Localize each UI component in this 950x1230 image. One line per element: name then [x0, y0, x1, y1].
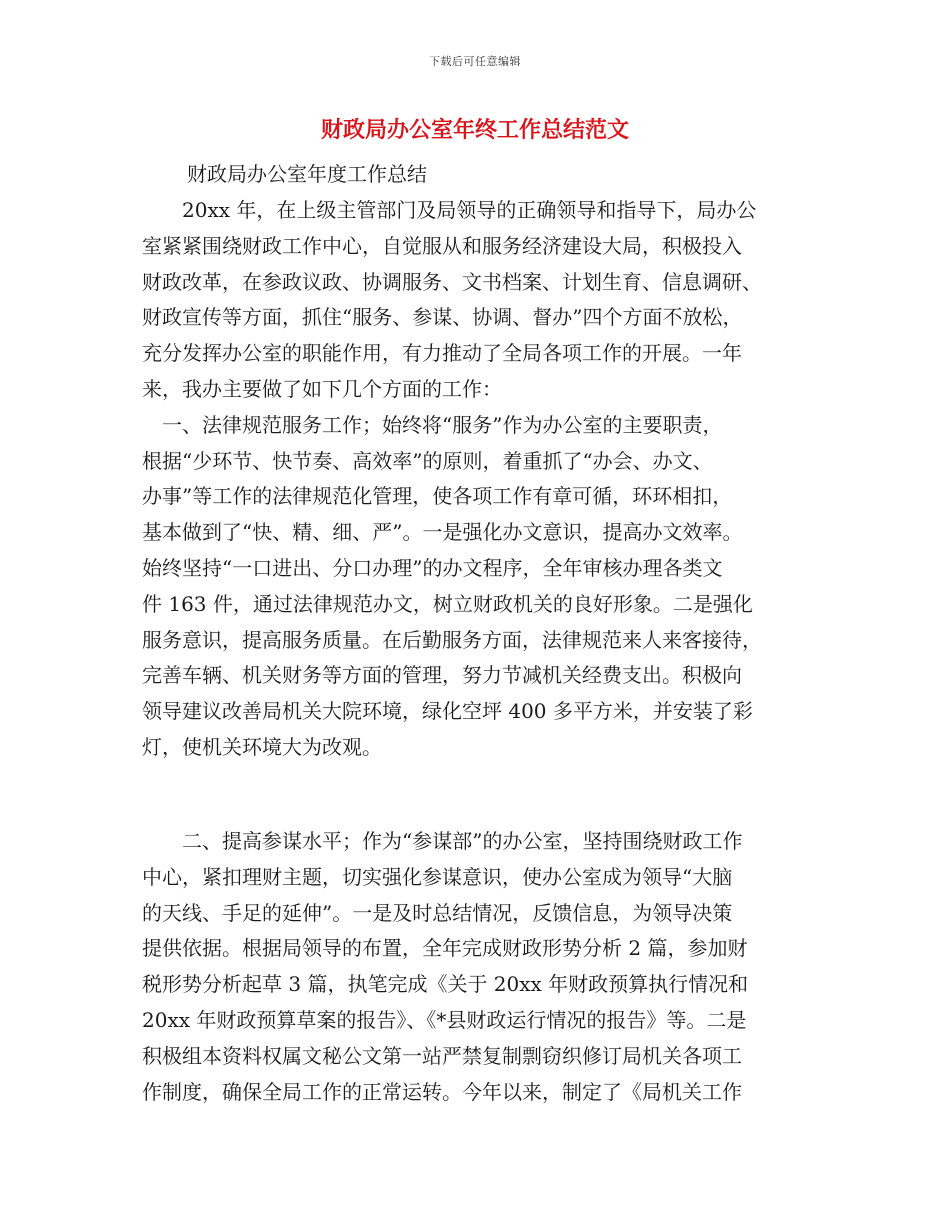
- text-line: 积极组本资料权属文秘公文第一站严禁复制剽窃织修订局机关各项工: [142, 1043, 742, 1068]
- text-line: 作制度，确保全局工作的正常运转。今年以来，制定了《局机关工作: [142, 1079, 742, 1104]
- text-line: 服务意识，提高服务质量。在后勤服务方面，法律规范来人来客接待，: [142, 627, 762, 652]
- text-line: 领导建议改善局机关大院环境，绿化空坪 400 多平方米，并安装了彩: [142, 699, 753, 724]
- text-line: 税形势分析起草 3 篇，执笔完成《关于 20xx 年财政预算执行情况和: [142, 972, 749, 997]
- text-line: 提供依据。根据局领导的布置，全年完成财政形势分析 2 篇，参加财: [142, 936, 748, 961]
- text-line: 灯，使机关环境大为改观。: [142, 734, 382, 759]
- text-line: 办事”等工作的法律规范化管理，使各项工作有章可循，环环相扣，: [142, 484, 733, 509]
- text-line: 室紧紧围绕财政工作中心，自觉服从和服务经济建设大局，积极投入: [142, 233, 742, 258]
- text-line: 始终坚持“一口进出、分口办理”的办文程序，全年审核办理各类文: [142, 555, 723, 580]
- text-line: 充分发挥办公室的职能作用，有力推动了全局各项工作的开展。一年: [142, 341, 742, 366]
- text-line: 中心，紧扣理财主题，切实强化参谋意识，使办公室成为领导“大脑: [142, 864, 733, 889]
- text-line: 一、法律规范服务工作；始终将“服务”作为办公室的主要职责，: [142, 412, 723, 437]
- text-line: 的天线、手足的延伸”。一是及时总结情况，反馈信息，为领导决策: [142, 900, 733, 925]
- text-line: 件 163 件，通过法律规范办文，树立财政机关的良好形象。二是强化: [142, 591, 753, 616]
- text-line: 财政宣传等方面，抓住“服务、参谋、协调、督办”四个方面不放松，: [142, 305, 743, 330]
- paragraph-block-1: [142, 193, 808, 766]
- text-line: 完善车辆、机关财务等方面的管理，努力节减机关经费支出。积极向: [142, 663, 742, 688]
- document-title: 财政局办公室年终工作总结范文: [320, 118, 629, 143]
- document-subtitle: 财政局办公室年度工作总结: [187, 162, 427, 186]
- paragraph-block-2: [142, 824, 808, 1110]
- text-line: 基本做到了“快、精、细、严”。一是强化办文意识，提高办文效率。: [142, 520, 743, 545]
- text-line: 根据“少环节、快节奏、高效率”的原则，着重抓了“办会、办文、: [142, 448, 713, 473]
- text-line: 二、提高参谋水平；作为“参谋部”的办公室，坚持围绕财政工作: [142, 829, 743, 853]
- text-line: 20xx 年，在上级主管部门及局领导的正确领导和指导下，局办公: [142, 198, 757, 222]
- text-line: 20xx 年财政预算草案的报告》、《*县财政运行情况的报告》等。二是: [142, 1007, 747, 1032]
- text-line: 来，我办主要做了如下几个方面的工作：: [142, 376, 502, 401]
- page-header-note: 下载后可任意编辑: [429, 55, 521, 68]
- text-line: 财政改革，在参政议政、协调服务、文书档案、计划生育、信息调研、: [142, 269, 762, 294]
